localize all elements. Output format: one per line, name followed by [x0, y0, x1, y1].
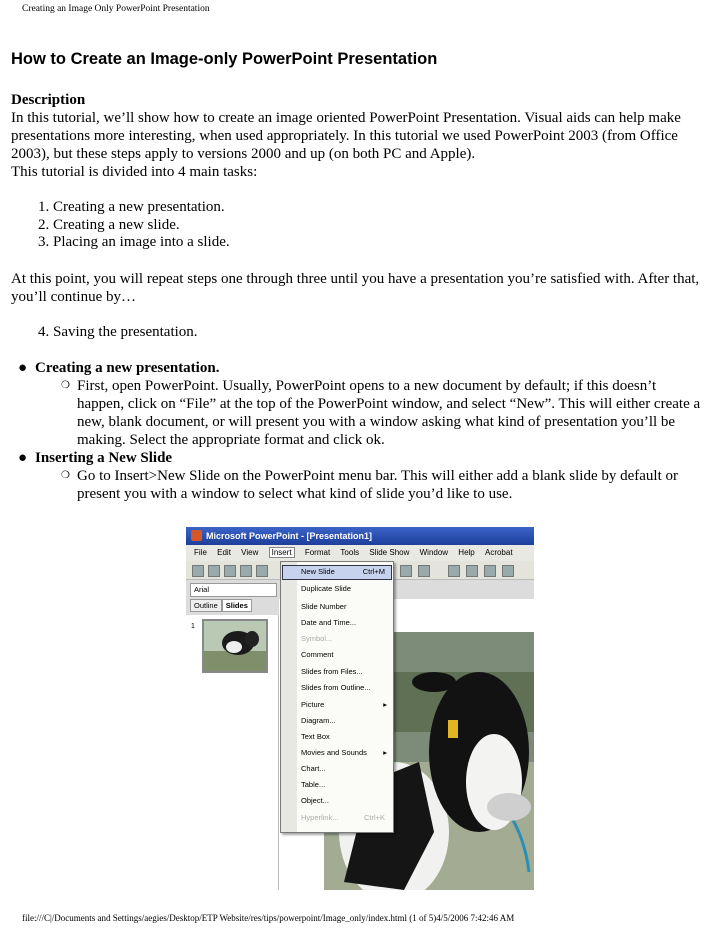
expand-icon — [502, 565, 514, 577]
chart-icon — [448, 565, 460, 577]
bullet-icon: ● — [18, 360, 28, 376]
cow-thumbnail-image — [204, 621, 266, 671]
tab-outline: Outline — [190, 599, 222, 612]
article — [11, 48, 706, 503]
description-heading: Description — [11, 92, 86, 108]
page-title: How to Create an Image-only PowerPoint Presentation — [11, 50, 438, 68]
menu-item-movies-sounds[interactable]: Movies and Sounds — [301, 748, 367, 757]
bullet-icon: ● — [18, 450, 28, 466]
menu-item-symbol: Symbol... — [301, 634, 333, 643]
menu-item-picture[interactable]: Picture — [301, 700, 325, 709]
menu-item-slides-from-outline[interactable]: Slides from Outline... — [301, 683, 371, 692]
step-item — [18, 359, 706, 449]
preview-icon — [256, 565, 268, 577]
step-detail-text: First, open PowerPoint. Usually, PowerPoint opens to a new document by default; if this doesn’t happen, click on “File” at the top of the PowerPoint window, and select “New”. This will either create a new, blank document, or will present you with a window asking what kind of presentation you’ll be making. Select the appropriate format and click ok. — [77, 378, 701, 448]
steps-list — [11, 359, 706, 503]
tasks-intro: This tutorial is divided into 4 main tasks: — [11, 164, 258, 180]
menu-window: Window — [419, 548, 449, 557]
menu-item-object[interactable]: Object... — [301, 796, 329, 805]
menu-item-comment[interactable]: Comment — [301, 650, 334, 659]
task-item: 3. Placing an image into a slide. — [53, 234, 706, 252]
menu-tools: Tools — [340, 548, 360, 557]
step-label: Creating a new presentation. — [35, 360, 220, 376]
menu-icon-gutter — [281, 562, 297, 832]
window-title-bar — [186, 527, 534, 545]
page-header: Creating an Image Only PowerPoint Presentation — [22, 4, 210, 14]
menu-help: Help — [458, 548, 475, 557]
menu-edit: Edit — [217, 548, 231, 557]
redo-icon — [418, 565, 430, 577]
task-item: 4. Saving the presentation. — [53, 324, 706, 342]
new-icon — [192, 565, 204, 577]
menu-item-chart[interactable]: Chart... — [301, 764, 326, 773]
submenu-arrow-icon: ▸ — [383, 748, 387, 757]
menu-item-date-time[interactable]: Date and Time... — [301, 618, 357, 627]
menu-item-duplicate-slide[interactable]: Duplicate Slide — [301, 584, 352, 593]
slide-thumbnail — [202, 619, 268, 673]
menu-insert: Insert — [269, 547, 295, 558]
font-box: Arial — [190, 583, 277, 597]
powerpoint-screenshot — [186, 527, 534, 890]
print-icon — [240, 565, 252, 577]
task-item: 2. Creating a new slide. — [53, 217, 706, 235]
task-list-continued — [11, 324, 706, 342]
menu-format: Format — [304, 548, 331, 557]
step-detail-text: Go to Insert>New Slide on the PowerPoint menu bar. This will either add a blank slide by default or present you with a window to select what kind of slide you’d like to use. — [77, 468, 678, 502]
menu-item-slide-number[interactable]: Slide Number — [301, 602, 347, 611]
menu-item-slides-from-files[interactable]: Slides from Files... — [301, 667, 363, 676]
step-detail — [61, 377, 706, 449]
submenu-arrow-icon: ▸ — [383, 700, 387, 709]
slide-number: 1 — [191, 623, 195, 630]
open-icon — [208, 565, 220, 577]
new-slide-shortcut: Ctrl+M — [362, 567, 385, 576]
hyperlink-shortcut: Ctrl+K — [363, 813, 385, 822]
menu-item-hyperlink: Hyperlink... — [301, 813, 339, 822]
menu-item-new-slide[interactable]: New Slide — [301, 567, 335, 576]
menu-slide-show: Slide Show — [369, 548, 410, 557]
page-footer: file:///C|/Documents and Settings/aegies/Desktop/ETP Website/res/tips/powerpoint/Image_only/index.html (1 of 5)4/5/2006 7:42:46 AM — [22, 913, 515, 923]
task-item: 1. Creating a new presentation. — [53, 199, 706, 217]
window-title: Microsoft PowerPoint - [Presentation1] — [206, 531, 373, 541]
menu-acrobat: Acrobat — [484, 548, 513, 557]
task-list — [11, 199, 706, 252]
menu-item-table[interactable]: Table... — [301, 780, 326, 789]
repeat-paragraph: At this point, you will repeat steps one through three until you have a presentation you’re satisfied with. After that, you’ll continue by… — [11, 270, 700, 305]
tables-icon — [484, 565, 496, 577]
description-paragraph: In this tutorial, we’ll show how to create an image oriented PowerPoint Presentation. Visual aids can help make presentations more interesting, when used appropriately. In this tutorial we used PowerPoint 2003 (from Office 2003), but these steps apply to versions 2000 and up (on both PC and Apple). — [11, 110, 681, 162]
undo-icon — [400, 565, 412, 577]
menu-bar — [186, 545, 534, 561]
step-label: Inserting a New Slide — [35, 450, 173, 466]
table-icon — [466, 565, 478, 577]
menu-item-diagram[interactable]: Diagram... — [301, 716, 336, 725]
pane-tabs — [190, 601, 252, 610]
menu-item-text-box[interactable]: Text Box — [301, 732, 330, 741]
powerpoint-icon — [191, 530, 202, 541]
menu-view: View — [241, 548, 259, 557]
step-detail — [61, 467, 706, 503]
open-circle-bullet-icon: ❍ — [61, 380, 70, 391]
tab-slides: Slides — [222, 599, 252, 612]
menu-file: File — [194, 548, 207, 557]
step-item — [18, 449, 706, 503]
open-circle-bullet-icon: ❍ — [61, 470, 70, 481]
save-icon — [224, 565, 236, 577]
insert-menu — [280, 561, 394, 833]
